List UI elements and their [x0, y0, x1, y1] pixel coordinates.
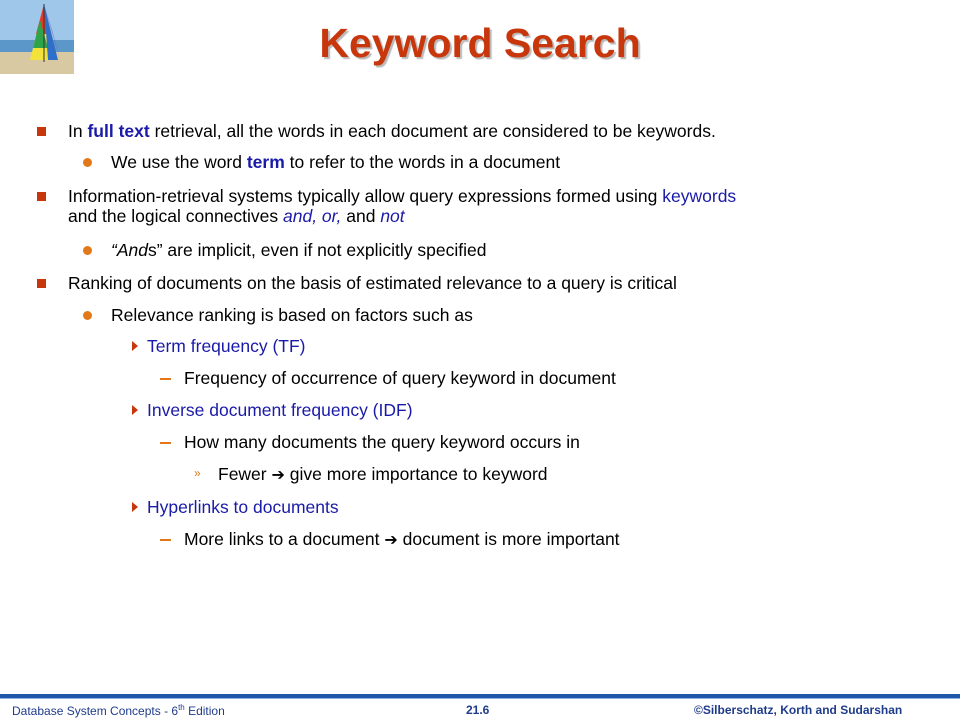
- footer-divider-thin: [0, 698, 960, 699]
- dot-bullet-icon: [83, 158, 92, 167]
- dot-bullet-icon: [83, 311, 92, 320]
- right-arrow-icon: ➔: [384, 532, 398, 549]
- bullet-text: Relevance ranking is based on factors such as: [111, 305, 473, 325]
- footer-copyright: ©Silberschatz, Korth and Sudarshan: [694, 703, 903, 717]
- arrow-bullet-icon: [132, 405, 138, 415]
- slide-title: Keyword Search: [319, 20, 641, 66]
- bullet-text: Frequency of occurrence of query keyword in document: [184, 368, 616, 388]
- footer-page-number: 21.6: [466, 703, 490, 717]
- bullet-text: Term frequency (TF): [147, 336, 306, 356]
- bullet-text: Ranking of documents on the basis of estimated relevance to a query is critical: [68, 273, 677, 293]
- right-arrow-icon: ➔: [271, 467, 285, 484]
- bullet-text: How many documents the query keyword occurs in: [184, 432, 580, 452]
- bullet-text: More links to a document ➔ document is more important: [184, 529, 620, 549]
- dot-bullet-icon: [83, 246, 92, 255]
- bullet-text: Inverse document frequency (IDF): [147, 400, 413, 420]
- bullet-text: Hyperlinks to documents: [147, 497, 339, 517]
- square-bullet-icon: [37, 127, 46, 136]
- dash-bullet-icon: [160, 442, 171, 444]
- bullet-text: Fewer ➔ give more importance to keyword: [218, 464, 548, 484]
- double-chevron-bullet-icon: »: [194, 466, 201, 480]
- square-bullet-icon: [37, 192, 46, 201]
- arrow-bullet-icon: [132, 341, 138, 351]
- bullet-text: In full text retrieval, all the words in each document are considered to be keywords.: [68, 121, 716, 141]
- bullet-text: We use the word term to refer to the words in a document: [111, 152, 561, 172]
- footer-book-title: Database System Concepts - 6th Edition: [12, 703, 225, 718]
- bullet-text: Information-retrieval systems typically allow query expressions formed using keywords: [68, 186, 737, 206]
- bullet-text-continuation: and the logical connectives and, or, and not: [68, 206, 405, 226]
- bullet-text: “Ands” are implicit, even if not explicitly specified: [111, 240, 487, 260]
- dash-bullet-icon: [160, 539, 171, 541]
- square-bullet-icon: [37, 279, 46, 288]
- arrow-bullet-icon: [132, 502, 138, 512]
- dash-bullet-icon: [160, 378, 171, 380]
